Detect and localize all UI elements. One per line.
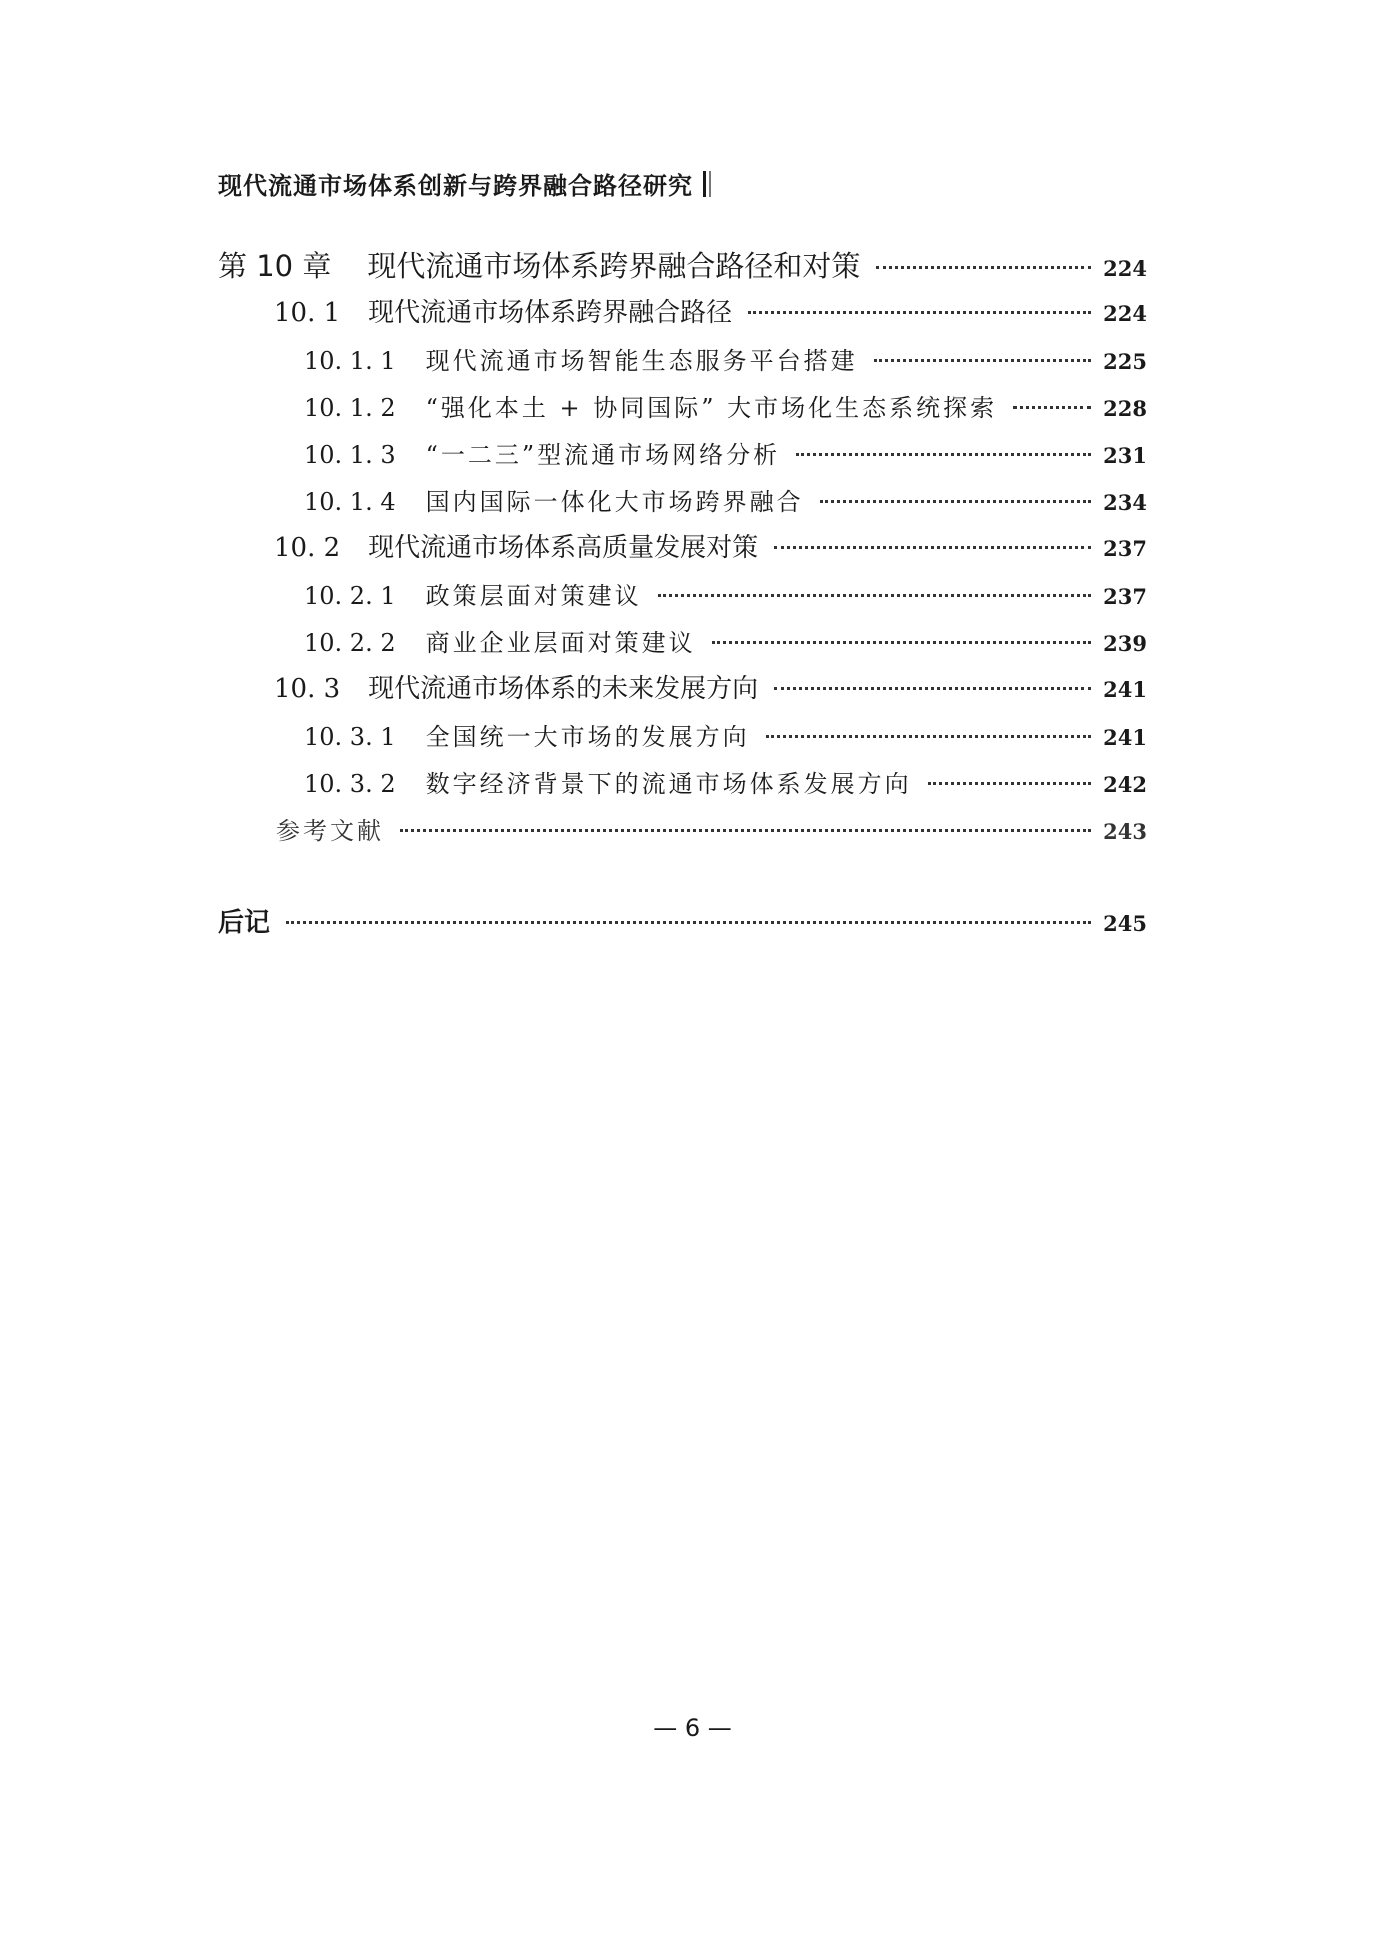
toc-leader [774,687,1091,690]
toc-page: 231 [1103,443,1147,468]
toc-leader [286,921,1091,924]
toc-subsection-10-2-1[interactable] [304,576,1147,611]
toc-title: “强化本土 + 协同国际” 大市场化生态系统探索 [425,394,998,422]
toc-title: 现代流通市场体系跨界融合路径 [368,298,733,328]
running-head [218,166,714,201]
toc-leader [928,782,1092,785]
toc-section-10-3[interactable] [274,668,1147,705]
toc-subsection-10-3-2[interactable] [304,764,1147,799]
toc-page: 245 [1103,911,1147,936]
toc-references[interactable] [276,811,1147,846]
toc-number: 10. 3 [274,674,341,704]
toc-section-10-1[interactable] [274,292,1147,329]
toc-title: 现代流通市场智能生态服务平台搭建 [425,347,858,375]
toc-number: 10. 1. 2 [304,394,396,422]
toc-section-10-2[interactable] [274,527,1147,564]
toc-subsection-10-3-1[interactable] [304,717,1147,752]
toc-leader [820,500,1092,503]
toc-leader [876,266,1091,269]
toc-number: 10. 2 [274,533,341,563]
toc-page: 241 [1103,725,1147,750]
toc-number: 第 10 章 [218,249,332,283]
toc-leader [1013,406,1091,409]
running-head-title: 现代流通市场体系创新与跨界融合路径研究 [218,172,693,200]
toc-subsection-10-1-3[interactable] [304,435,1147,470]
toc-title: 政策层面对策建议 [425,582,642,610]
toc-number: 10. 2. 1 [304,582,396,610]
toc-number: 10. 1. 4 [304,488,396,516]
toc-number: 10. 1. 3 [304,441,396,469]
toc-leader [748,311,1091,314]
toc-number: 10. 1 [274,298,341,328]
toc-leader [774,546,1091,549]
toc-title: 全国统一大市场的发展方向 [425,723,750,751]
toc-title: 商业企业层面对策建议 [425,629,696,657]
toc-leader [796,453,1091,456]
page-number: — 6 — [653,1714,732,1742]
toc-page: 237 [1103,536,1147,561]
toc-number: 10. 3. 1 [304,723,396,751]
toc-title: 现代流通市场体系的未来发展方向 [368,674,759,704]
toc-title: 现代流通市场体系跨界融合路径和对策 [367,249,861,283]
toc-title: 国内国际一体化大市场跨界融合 [425,488,804,516]
toc-subsection-10-1-1[interactable] [304,341,1147,376]
toc-subsection-10-1-4[interactable] [304,482,1147,517]
toc-number: 10. 3. 2 [304,770,396,798]
toc-page: 225 [1103,349,1147,374]
toc-title: 后记 [218,908,271,938]
toc-page: 228 [1103,396,1147,421]
toc-leader [658,594,1092,597]
toc-title: “一二三”型流通市场网络分析 [425,441,781,469]
toc-page: 241 [1103,677,1147,702]
toc-title: 参考文献 [276,817,384,845]
toc-page: 243 [1103,819,1147,844]
toc-leader [400,829,1091,832]
toc-leader [712,641,1092,644]
toc-page: 239 [1103,631,1147,656]
toc-page: 234 [1103,490,1147,515]
running-head-bars [703,171,714,197]
toc-afterword[interactable] [218,902,1147,939]
toc-subsection-10-2-2[interactable] [304,623,1147,658]
toc-subsection-10-1-2[interactable] [304,388,1147,423]
toc-page: 242 [1103,772,1147,797]
toc-page: 224 [1103,301,1147,326]
toc-page: 224 [1103,256,1147,281]
toc-number: 10. 1. 1 [304,347,396,375]
toc-leader [874,359,1092,362]
toc-leader [766,735,1092,738]
toc-number: 10. 2. 2 [304,629,396,657]
toc-title: 现代流通市场体系高质量发展对策 [368,533,759,563]
toc-chapter-10[interactable] [218,244,1147,285]
toc-page: 237 [1103,584,1147,609]
toc-title: 数字经济背景下的流通市场体系发展方向 [425,770,912,798]
